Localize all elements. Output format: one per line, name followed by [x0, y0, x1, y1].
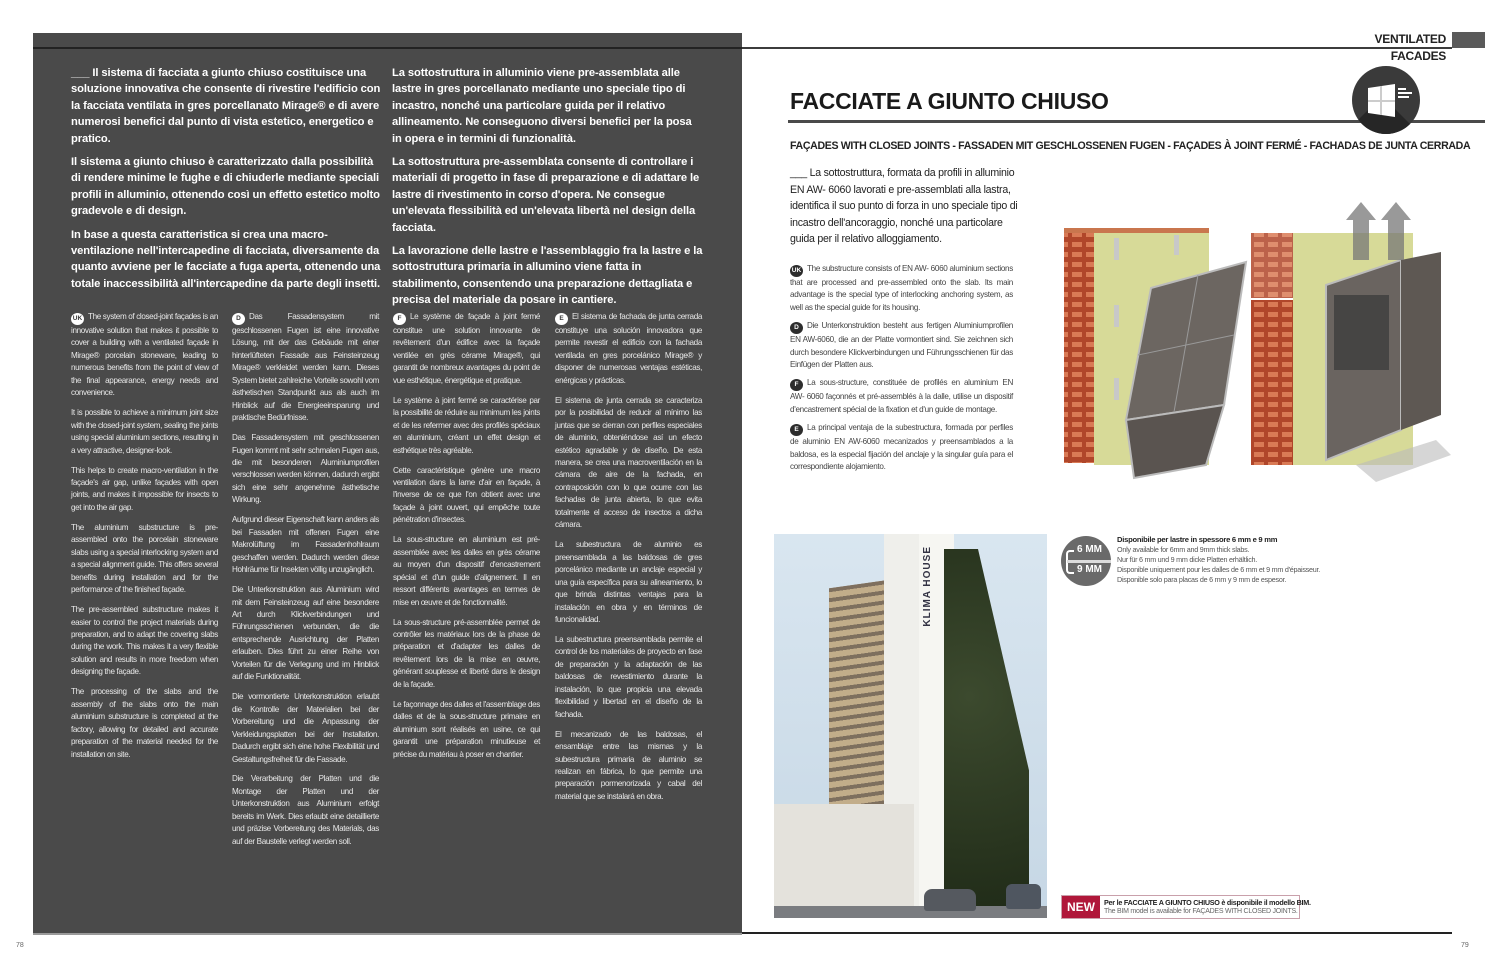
- paragraph: La subestructura preensamblada permite el control de los materiales de proyecto en fase de preparación y la adaptación de las baldosas de revestimiento durante la instalación, lo que propicia una elevada flexibilidad y libertad en el diseño de la fachada.: [555, 634, 702, 719]
- paragraph: Die Verarbeitung der Platten und die Montage der Platten und der Unterkonstruktion aus Aluminium erfolgt bereits im Werk. Dies erlaubt eine detaillierte und präzise Vorbereitung des Materials, das auf der Baustelle verlegt werden soll.: [232, 774, 379, 846]
- summary-text: La principal ventaja de la subestructura, formada por perfiles de aluminio EN AW-6060 mecanizados y preensamblados a la baldosa, es la especial fijación del anclaje y la singular guía para el correspondiente alojamiento.: [790, 423, 1013, 472]
- paragraph: La lavorazione delle lastre e l'assemblaggio fra la lastre e la sottostruttura primaria in allumino viene fatta in stabilimento, consentendo una preparazione dettagliata e precisa del materiale da posare in cantiere.: [392, 245, 703, 307]
- paragraph: ___ Il sistema di facciata a giunto chiuso costituisce una soluzione innovativa che consente di rivestire l'edificio con la facciata ventilata in gres porcellanato Mirage® e di avere numerosi benefici dal punto di vista estetico, energetico e pratico.: [71, 67, 381, 145]
- fr-language-icon: F: [393, 313, 406, 325]
- multilingual-subtitle: FAÇADES WITH CLOSED JOINTS - FASSADEN MIT GESCHLOSSENEN FUGEN - FAÇADES À JOINT FERMÉ - FACHADAS DE JUNTA CERRADA: [790, 140, 1471, 152]
- italian-text-column-1: [71, 65, 383, 299]
- italian-intro: ___ La sottostruttura, formata da profili in alluminio EN AW- 6060 lavorati e pre-assemblati alla lastra, identifica il suo punto di forza in uno speciale tipo di incastro dell'ancoraggio, nonché una particolare guida per il relativo alloggiamento.: [790, 167, 1018, 245]
- paragraph: La sous-structure en aluminium est pré-assemblée avec les dalles en grès cérame au moyen d'un dispositif d'encastrement spécial et d'un guide d'alignement. Il en ressort différents avantages en termes de mise en œuvre et de fonctionnalité.: [393, 535, 540, 607]
- italian-text-column-2: [392, 65, 704, 316]
- summary-text: The substructure consists of EN AW- 6060 aluminium sections that are processed and pre-assembled onto the slab. Its main advantage is the special type of interlocking anchoring system, as well as the special guide for its housing.: [790, 264, 1013, 312]
- paragraph: The pre-assembled substructure makes it easier to control the project materials during preparation, and to adapt the covering slabs during the work. This makes it a very flexible solution and results in more freedom when designing the façade.: [71, 605, 218, 677]
- es-language-icon: E: [555, 313, 568, 325]
- page-title: FACCIATE A GIUNTO CHIUSO: [790, 88, 1109, 114]
- french-text-column: [393, 311, 540, 769]
- paragraph: In base a questa caratteristica si crea una macro-ventilazione nell'intercapedine di facciata, diversamente da quanto avviene per le facciate a fuga aperta, ottenendo una totale inaccessibilità all'intercapedine da parte degli insetti.: [71, 228, 381, 290]
- paragraph: The aluminium substructure is pre-assembled onto the porcelain stoneware slabs using a special interlocking system and a special alignment guide. This offers several benefits during installation and for the performance of the finished façade.: [71, 522, 218, 595]
- fr-language-icon: F: [790, 379, 803, 391]
- summary-text: Die Unterkonstruktion besteht aus fertigen Aluminiumprofilen EN AW-6060, die an der Platte vormontiert sind. Sie zeichnen sich durch besondere Klickverbindungen und Führungsschienen für das Einfügen der Platten aus.: [790, 321, 1013, 370]
- building-sign: KLIMA HOUSE: [922, 546, 933, 627]
- divider: [33, 47, 742, 49]
- divider: [33, 933, 742, 935]
- de-language-icon: D: [790, 322, 803, 334]
- de-language-icon: D: [232, 313, 245, 325]
- language-summaries: [790, 263, 1013, 479]
- paragraph: Die Unterkonstruktion aus Aluminium wird mit dem Feinsteinzeug auf eine besondere Art durch Klickverbindungen und Führungsschienen verbunden, die die entsprechende Ausrichtung der Platten erlauben. Dies führt zu einer Reihe von Vorteilen für die Verlegung und im Hinblick auf die Funktionalität.: [232, 585, 379, 682]
- paragraph: Le système à joint fermé se caractérise par la possibilité de réduire au minimum les joints et de les refermer avec des profilés spéciaux en aluminium, créant un effet design et esthétique très agréable.: [393, 395, 540, 455]
- es-language-icon: E: [790, 424, 803, 436]
- page-number-left: 78: [16, 942, 24, 949]
- slab-thickness-icon: 6 MM 9 MM: [1061, 536, 1111, 586]
- paragraph: The processing of the slabs and the assembly of the slabs onto the main aluminium substructure is completed at the factory, allowing for detailed and accurate preparation of the material needed for the installation on site.: [71, 687, 218, 759]
- paragraph: El sistema de fachada de junta cerrada constituye una solución innovadora que permite revestir el edificio con la fachada ventilada en gres porcelánico Mirage® y disponer de numerosas ventajas estéticas, enérgicas y prácticas.: [555, 312, 702, 385]
- thickness-availability: Disponibile per lastre in spessore 6 mm e 9 mm Only available for 6mm and 9mm thick slabs. Nur für 6 mm und 9 mm dicke Platten erhältlich. Disponible uniquement pour les dalles de 6 mm et 9 mm d'épaisseur. Disponible solo para placas de 6 mm y 9 mm de espesor.: [1117, 535, 1321, 584]
- paragraph: La sottostruttura in alluminio viene pre-assemblata alle lastre in gres porcellanato mediante uno speciale tipo di incastro, nonché una particolare guida per il relativo allineamento. Ne conseguono diversi benefici per la posa in opera e in termini di funzionalità.: [392, 67, 692, 145]
- paragraph: Das Fassadensystem mit geschlossenen Fugen ist eine innovative Lösung, mit der das Gebäude mit einer hinterlüfteten Fassade aus Feinsteinzeug Mirage® verkleidet werden kann. Dieses System bietet zahlreiche Vorteile sowohl vom ästhetischen Standpunkt aus als auch im Hinblick auf die Energieeinsparung und praktische Bedürfnisse.: [232, 312, 380, 423]
- uk-language-icon: UK: [71, 313, 84, 325]
- window-wind-icon: [1352, 66, 1420, 134]
- uk-language-icon: UK: [790, 265, 803, 277]
- paragraph: La sous-structure pré-assemblée permet de contrôler les matériaux lors de la phase de préparation et d'adapter les dalles de revêtement lors de la mise en œuvre, générant souplesse et liberté dans le design de la façade.: [393, 617, 540, 689]
- building-photo: [774, 534, 1047, 918]
- page-number-right: 79: [1461, 942, 1469, 949]
- paragraph: El mecanizado de las baldosas, el ensamblaje entre las mismas y la subestructura primaria de aluminio se realizan en fábrica, lo que permite una preparación pormenorizada y cabal del material que se instalará en obra.: [555, 729, 702, 801]
- paragraph: Le façonnage des dalles et l'assemblage des dalles et de la sous-structure primaire en aluminium sont réalisés en usine, ce qui garantit une préparation minutieuse et précise du matériau à poser en chantier.: [393, 699, 540, 759]
- section-tag-bar: [1452, 32, 1485, 48]
- bim-model-notice: NEW Per le FACCIATE A GIUNTO CHIUSO è disponibile il modello BIM. The BIM model is available for FAÇADES WITH CLOSED JOINTS.: [1061, 895, 1300, 919]
- paragraph: Das Fassadensystem mit geschlossenen Fugen kommt mit sehr schmalen Fugen aus, die mit besonderen Aluminiumprofilen verschlossen werden können, dadurch ergibt sich eine sehr angenehme ästhetische Wirkung.: [232, 433, 379, 505]
- paragraph: The system of closed-joint façades is an innovative solution that makes it possible to cover a building with a ventilated façade in Mirage® porcelain stoneware, leading to numerous benefits from the point of view of the final appearance, energy needs and convenience.: [71, 312, 218, 398]
- paragraph: Aufgrund dieser Eigenschaft kann anders als bei Fassaden mit offenen Fugen eine Makrolüftung im Fassadenhohlraum geschaffen werden. Dadurch werden diese Hohlräume für Insekten völlig unzugänglich.: [232, 515, 379, 575]
- paragraph: La subestructura de aluminio es preensamblada a las baldosas de gres porcelánico mediante un anclaje especial y una guía específica para su alineamiento, lo que brinda distintas ventajas para la instalación en obra y en términos de funcionalidad.: [555, 540, 702, 624]
- paragraph: This helps to create macro-ventilation in the façade's air gap, unlike façades with open joints, and makes it impossible for insects to get into the air gap.: [71, 465, 218, 512]
- section-tag: VENTILATED FACADES: [1374, 32, 1446, 63]
- divider: [742, 932, 1452, 934]
- spanish-text-column: [555, 311, 702, 811]
- english-text-column: [71, 311, 218, 769]
- new-badge: NEW: [1062, 896, 1100, 918]
- paragraph: Il sistema a giunto chiuso è caratterizzato dalla possibilità di rendere minime le fughe e di chiuderle mediante speciali profili in alluminio, ottenendo così un effetto estetico molto gradevole e di design.: [71, 156, 380, 218]
- paragraph: La sottostruttura pre-assemblata consente di controllare i materiali di progetto in fase di preparazione e di adattare le lastre di rivestimento in corso d'opera. Ne consegue un'elevata flessibilità ed un'elevata libertà nel design della facciata.: [392, 156, 700, 234]
- paragraph: Die vormontierte Unterkonstruktion erlaubt die Kontrolle der Materialien bei der Vorbereitung und die Anpassung der Verkleidungsplatten bei der Installation. Dadurch ergibt sich eine hohe Flexibilität und Gestaltungsfreiheit für die Fassade.: [232, 692, 379, 764]
- paragraph: Le système de façade à joint fermé constitue une solution innovante de revêtement d'un édifice avec la façade ventilée en grès cérame Mirage®, qui garantit de nombreux avantages du point de vue esthétique, énergétique et pratique.: [393, 312, 540, 385]
- paragraph: El sistema de junta cerrada se caracteriza por la posibilidad de reducir al mínimo las juntas que se cierran con perfiles especiales de aluminio, obteniéndose así un efecto estético agradable y de diseño. De esta manera, se crea una macroventilación en la cámara de aire de la fachada, en contraposición con lo que ocurre con las fachadas de junta abierta, lo que evita totalmente el acceso de insectos a dicha cámara.: [555, 395, 702, 530]
- facade-cross-section-diagram: [1056, 200, 1456, 485]
- paragraph: It is possible to achieve a minimum joint size with the closed-joint system, sealing the joints using special aluminium sections, resulting in a very attractive, designer-look.: [71, 408, 218, 455]
- summary-text: La sous-structure, constituée de profilés en aluminium EN AW- 6060 façonnés et pré-assemblés à la dalle, utilise un dispositif d'encastrement spécial de la fixation et d'un guide de montage.: [790, 378, 1013, 414]
- paragraph: Cette caractéristique génère une macro ventilation dans la lame d'air en façade, à l'inverse de ce que l'on obtient avec une façade à joint ouvert, qui empêche toute pénétration d'insectes.: [393, 465, 540, 525]
- german-text-column: [232, 311, 379, 856]
